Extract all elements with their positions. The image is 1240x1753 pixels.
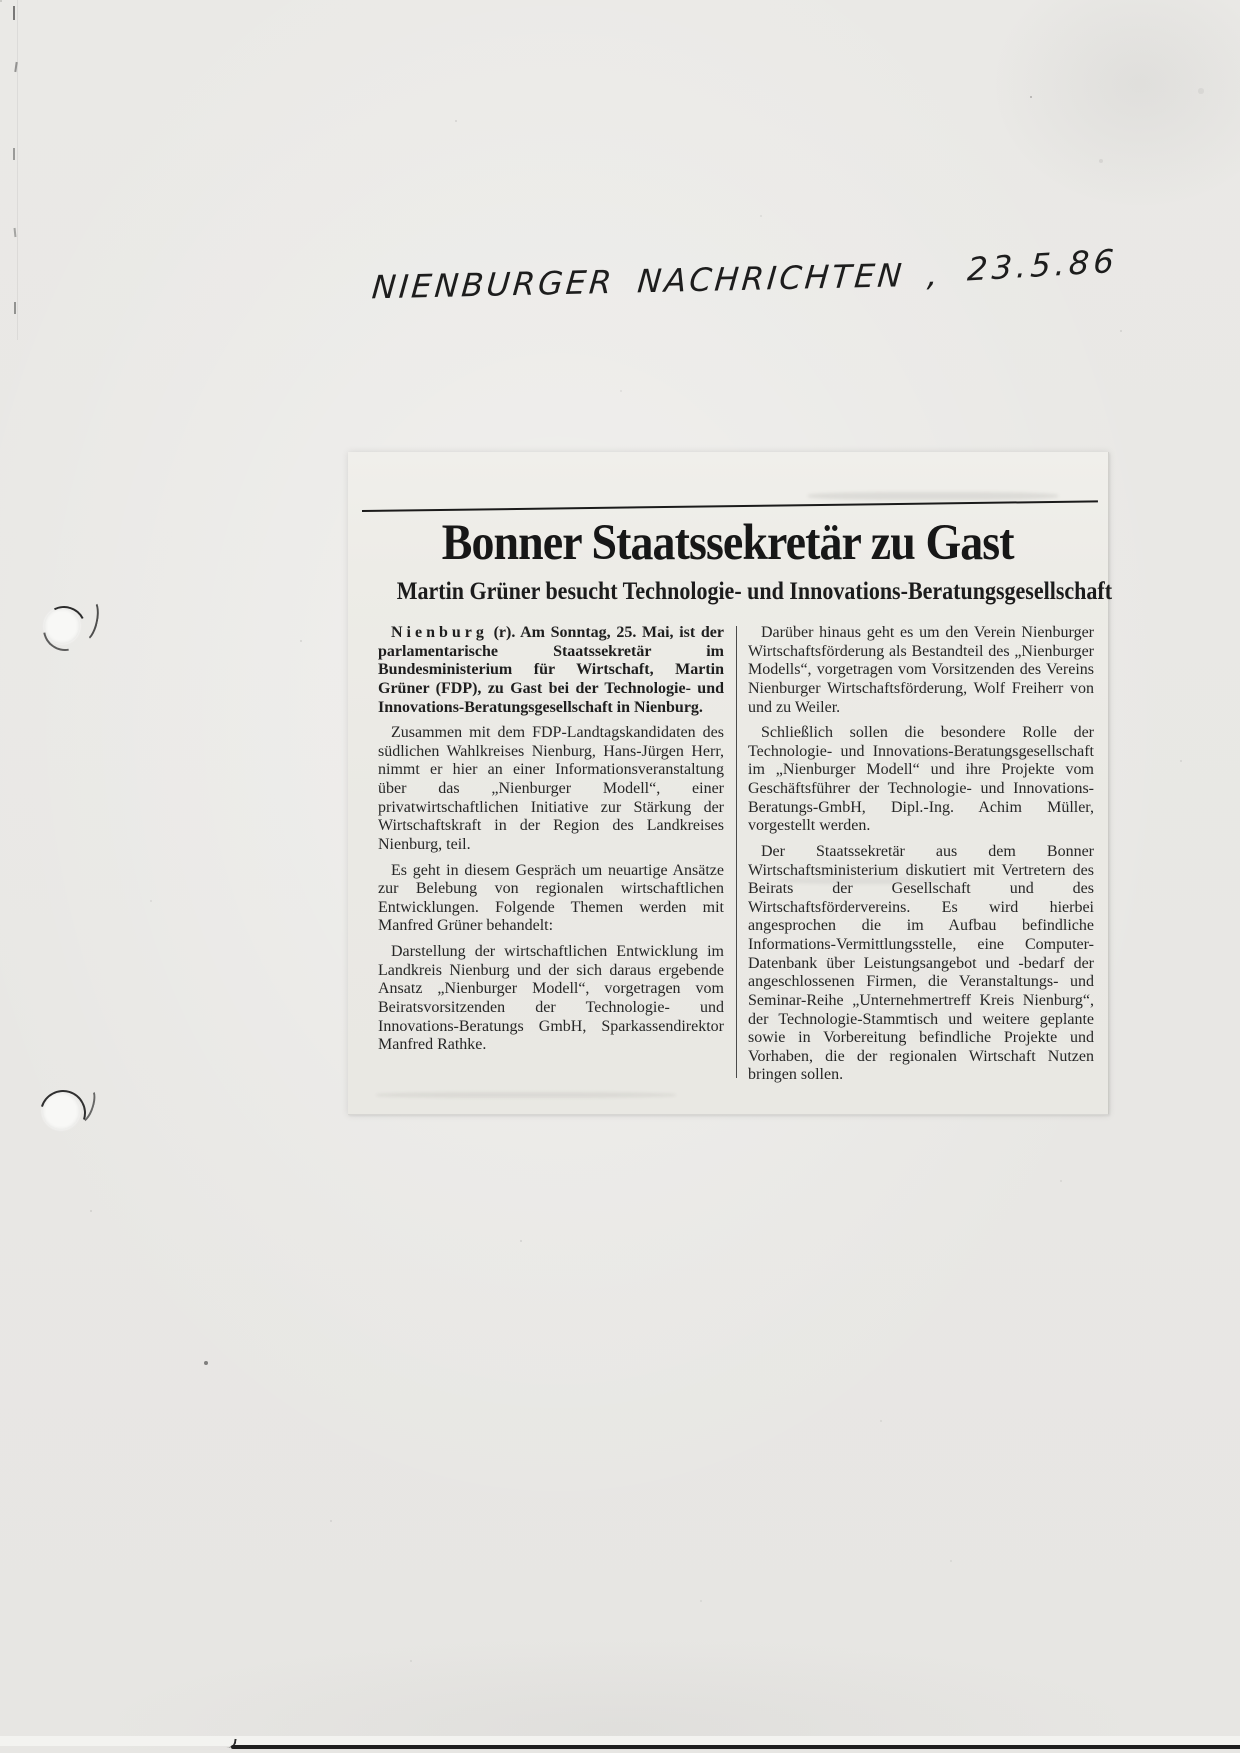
print-smudge [376, 1092, 676, 1098]
scan-artifact [13, 148, 15, 160]
scan-artifact [13, 6, 15, 20]
article-column-left [378, 624, 724, 1092]
dateline: Nienburg [391, 624, 488, 641]
article-paragraph: Darüber hinaus geht es um den Verein Nienburger Wirtschaftsförderung als Bestandteil des „Nienburger Modells“, vorgetragen vom Vorsitzenden des Vereins Nienburger Wirtschaftsförderung, Wolf Freiherr von und zu Weiler. [748, 624, 1094, 716]
article-paragraph: Schließlich sollen die besondere Rolle der Technologie- und Innovations-Beratungsgesellschaft im „Nienburger Modell“ und ihre Projekte vom Geschäftsführer der Technologie- und Innovations-Beratungs-GmbH, Dipl.-Ing. Achim Müller, vorgestellt werden. [748, 724, 1094, 835]
article-paragraph: Es geht in diesem Gespräch um neuartige Ansätze zur Belebung von regionalen wirtschaftlichen Entwicklungen. Folgende Themen werden mit Manfred Grüner behandelt: [378, 861, 724, 935]
handwritten-annotation [370, 241, 1119, 307]
pen-mark [74, 596, 103, 643]
article-subheadline-text: Martin Grüner besucht Technologie- und Innovations-Beratungsgesellschaft [396, 578, 1113, 605]
scan-artifact [120, 1640, 1120, 1750]
handwritten-source: NIENBURGER NACHRICHTEN , [370, 255, 943, 307]
print-smudge [908, 752, 1038, 759]
scan-artifact [14, 302, 16, 314]
article-paragraph: Zusammen mit dem FDP-Landtagskandidaten des südlichen Wahlkreises Nienburg, Hans-Jürgen Herr, nimmt er hier an einer Informationsveranstaltung über das „Nienburger Modell“, einer privatwirtschaftlichen Initiative zur Stärkung der Wirtschaftskraft in der Region des Landkreises Nienburg, teil. [378, 724, 724, 853]
print-smudge [808, 492, 1058, 500]
article-body [378, 624, 1094, 1092]
article-paragraph: Nienburg (r). Am Sonntag, 25. Mai, ist der parlamentarische Staatssekretär im Bundesministerium für Wirtschaft, Martin Grüner (FDP), zu Gast bei der Technologie- und Innovations-Beratungsgesellschaft in Nienburg. [378, 624, 724, 716]
print-smudge [778, 877, 948, 884]
pen-mark [71, 1084, 100, 1126]
article-headline-text: Bonner Staatssekretär zu Gast [442, 515, 1014, 571]
handwritten-date: 23.5.86 [966, 241, 1119, 289]
article-column-right [748, 624, 1094, 1092]
article-paragraph: Der Staatssekretär aus dem Bonner Wirtschaftsministerium diskutiert mit Vertretern des Beirats der Gesellschaft und des Wirtschaftsfördervereins. Es wird hierbei angesprochen die im Aufbau befindliche Informations-Vermittlungsstelle, eine Computer-Datenbank über Leistungsangebot und -bedarf der angeschlossenen Firmen, die Veranstaltungs- und Seminar-Reihe „Unternehmertreff Kreis Nienburg“, der Technologie-Stammtisch und weitere geplante sowie in Vorbereitung befindliche Projekte und Vorhaben, die der regionalen Wirtschaft Nutzen bringen sollen. [748, 842, 1094, 1084]
scan-artifact [990, 0, 1240, 210]
article-subheadline [348, 578, 1113, 606]
scan-edge-line [231, 1745, 1240, 1749]
column-divider [736, 626, 737, 1078]
photocopy-noise [0, 0, 2, 2]
article-paragraph: Darstellung der wirtschaftlichen Entwicklung im Landkreis Nienburg und der sich daraus ergebende Ansatz „Nienburger Modell“, vorgetragen vom Beiratsvorsitzenden der Technologie- und Innovations-Beratungs GmbH, Sparkassendirektor Manfred Rathke. [378, 943, 724, 1054]
newspaper-clipping [348, 452, 1113, 1115]
headline-rule [362, 500, 1098, 512]
scan-artifact [17, 0, 18, 340]
article-headline [348, 514, 1108, 572]
